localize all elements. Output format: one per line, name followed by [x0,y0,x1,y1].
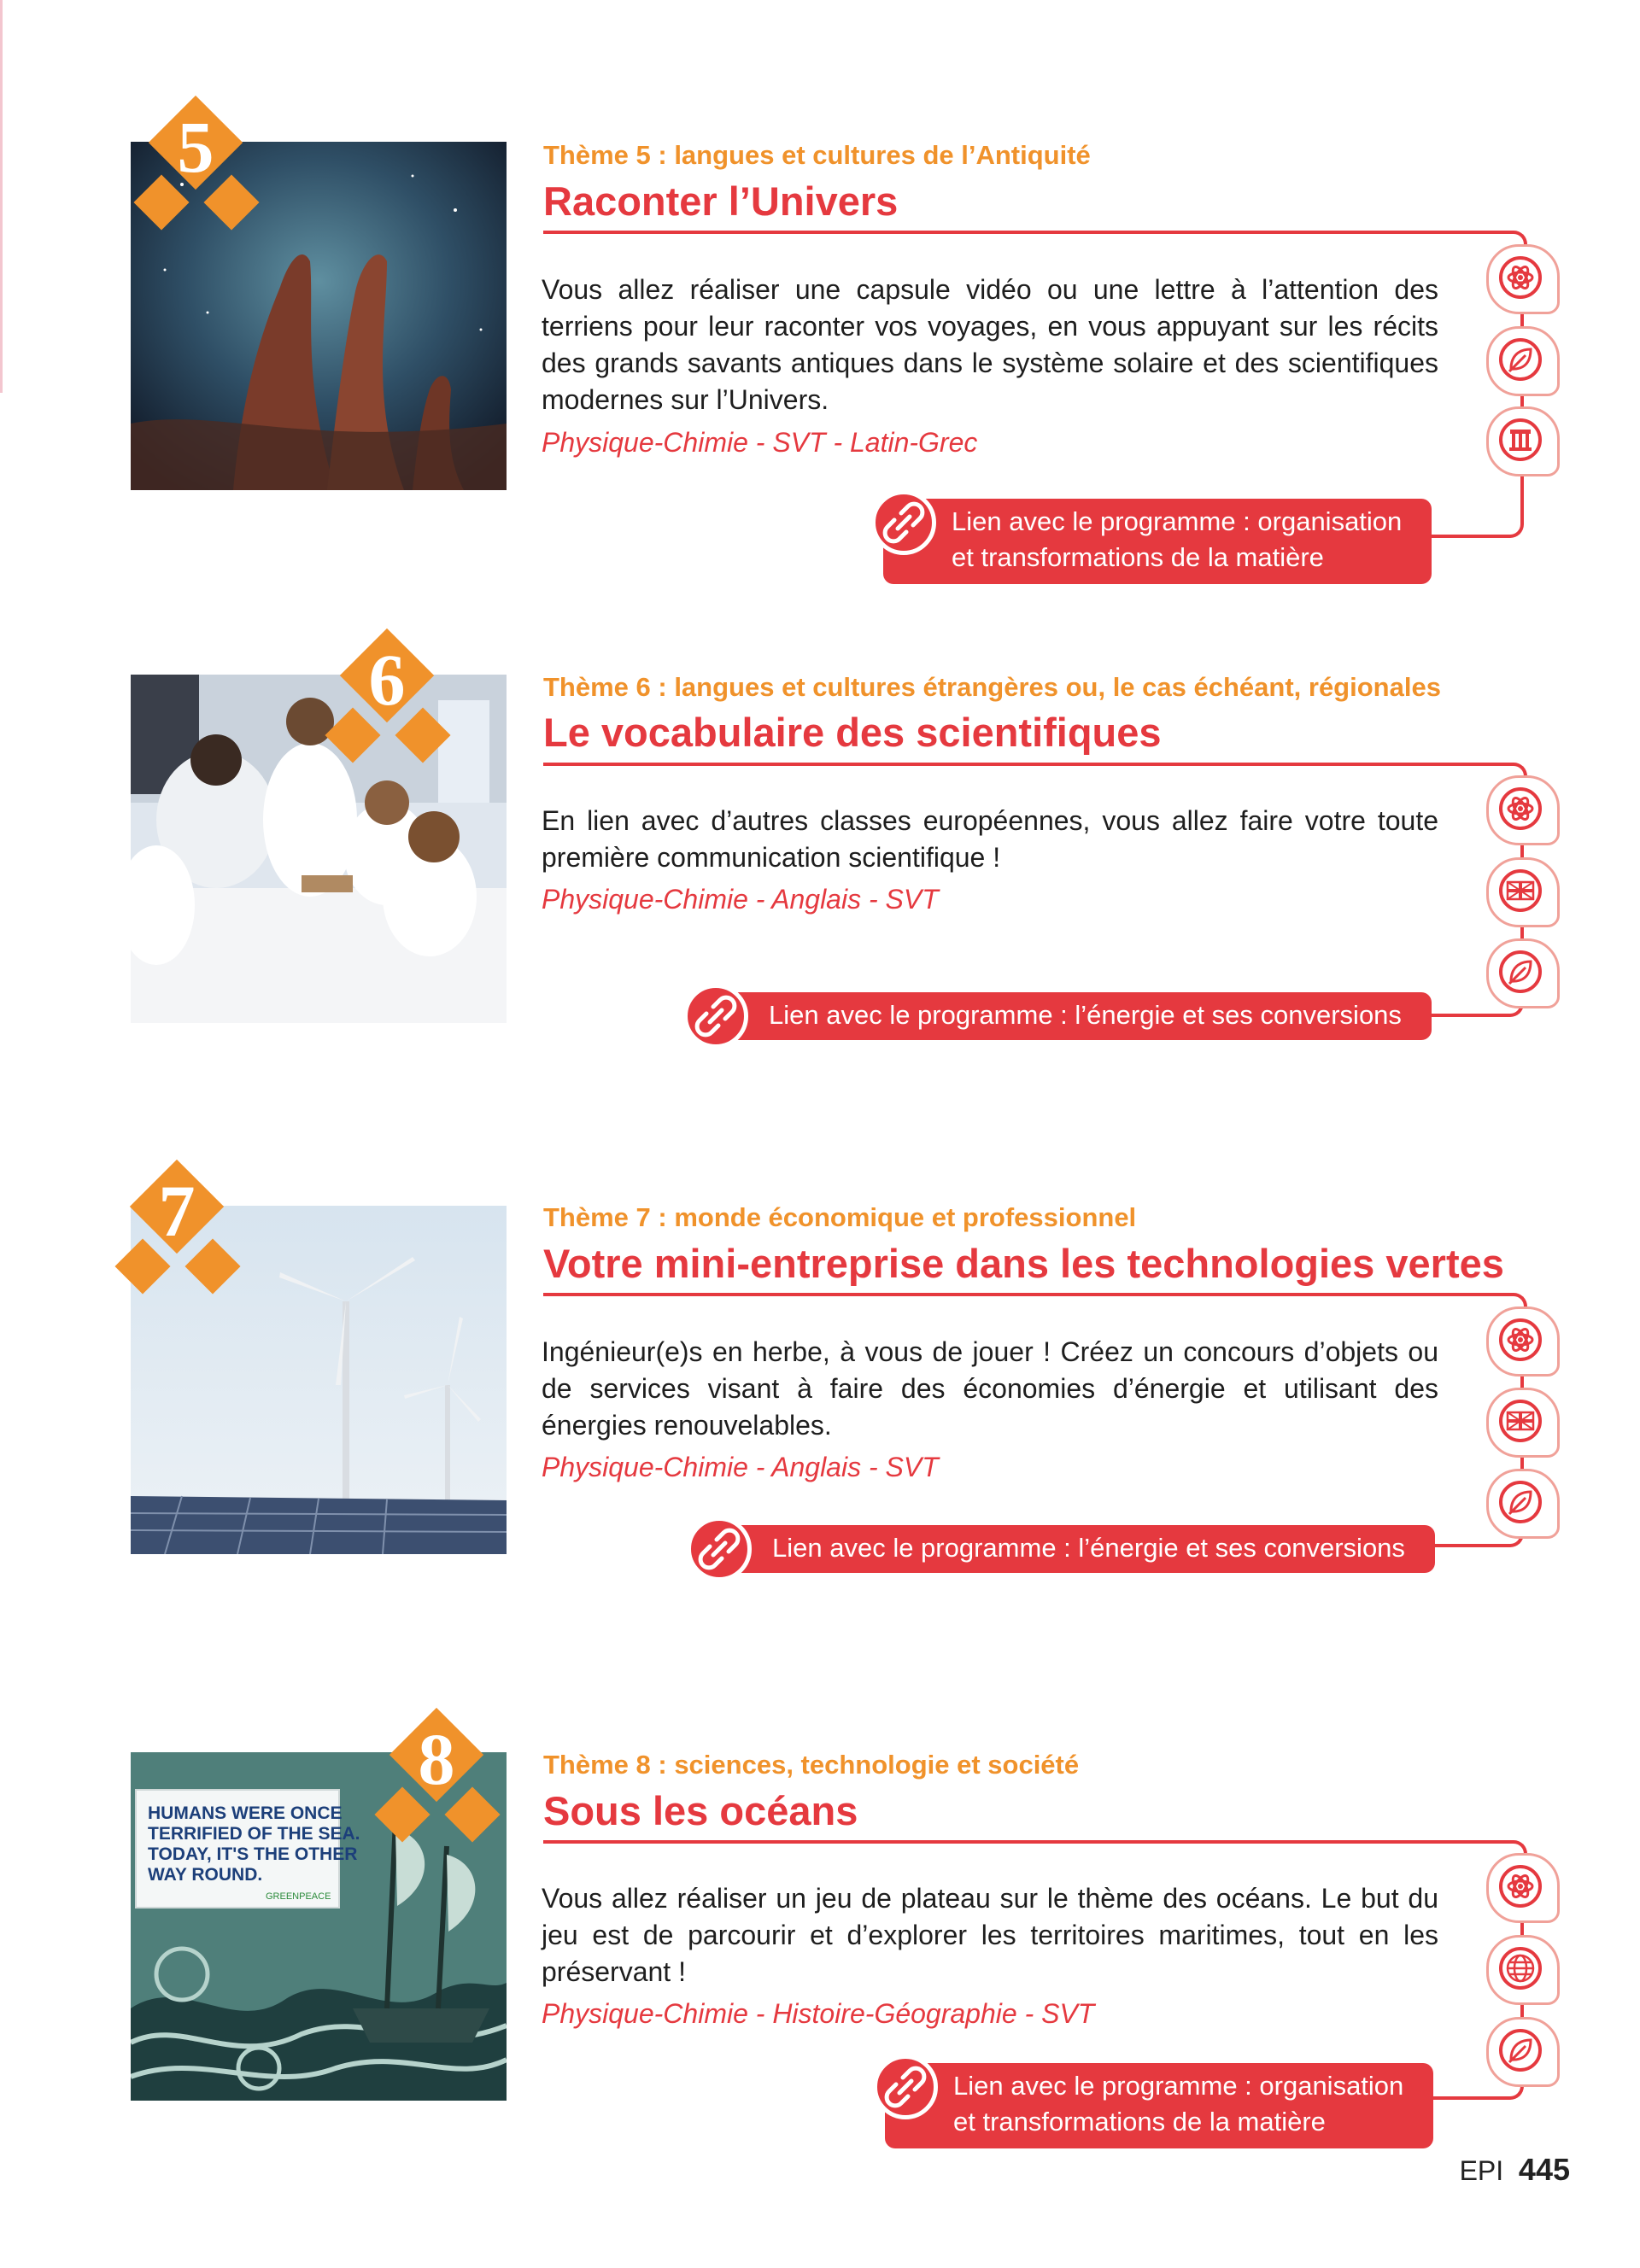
theme-label: Thème 7 : monde économique et professionnel [543,1202,1137,1232]
section-frame-line [543,1840,1527,1869]
subjects-label: Physique-Chimie - SVT - Latin-Grec [542,427,978,458]
section-title: Sous les océans [543,1788,858,1833]
section-title: Raconter l’Univers [543,178,899,224]
section-number-badge: 6 [319,634,456,770]
page-number: 445 [1518,2152,1570,2187]
column-icon [1486,406,1560,476]
poster-text-line-1: HUMANS WERE ONCE [148,1803,343,1823]
section-description: Ingénieur(e)s en herbe, à vous de jouer ! Créez un concours d’objets ou de services visant à faire des économies d’énergie et utilisant des énergies renouvelables. [542,1336,1438,1441]
theme-label: Thème 8 : sciences, technologie et société [543,1750,1080,1780]
theme-label: Thème 6 : langues et cultures étrangères ou, le cas échéant, régionales [543,672,1441,702]
poster-text-line-3: TODAY, IT'S THE OTHER [148,1844,358,1864]
footer-label: EPI [1459,2155,1504,2186]
atom-icon [1486,244,1560,314]
leaf-icon [1486,2017,1560,2087]
uk-flag-icon [1486,857,1560,927]
program-link-text-1: Lien avec le programme : l’énergie et ses conversions [772,1533,1405,1563]
globe-icon [1486,1935,1560,2005]
atom-icon [1486,775,1560,845]
program-link-box[interactable] [883,499,1432,584]
atom-icon [1486,1306,1560,1377]
link-icon [683,984,748,1049]
section-title: Le vocabulaire des scientifiques [543,710,1162,755]
link-icon [687,1517,752,1581]
leaf-icon [1486,326,1560,396]
poster-text-line-4: WAY ROUND. [148,1865,263,1885]
subjects-label: Physique-Chimie - Anglais - SVT [542,884,939,915]
uk-flag-icon [1486,1388,1560,1458]
leaf-icon [1486,938,1560,1008]
section-frame-line [543,1293,1527,1322]
subjects-label: Physique-Chimie - Histoire-Géographie - SVT [542,1998,1095,2029]
program-link-box[interactable] [704,1525,1435,1573]
link-icon [873,2055,938,2119]
subjects-label: Physique-Chimie - Anglais - SVT [542,1452,939,1482]
program-link-text-1: Lien avec le programme : organisation [953,2071,1404,2101]
section-description: Vous allez réaliser un jeu de plateau sur le thème des océans. Le but du jeu est de parcourir et d’explorer les territoires maritimes, tout en les préservant ! [542,1883,1438,1987]
program-link-box[interactable] [885,2063,1433,2148]
program-link-text-2: et transformations de la matière [952,542,1324,572]
section-description: Vous allez réaliser une capsule vidéo ou une lettre à l’attention des terriens pour leur raconter vos voyages, en vous appuyant sur les récits des grands savants antiques dans le système solaire et des scientifiques modernes sur l’Univers. [542,274,1438,415]
program-link-text-2: et transformations de la matière [953,2107,1326,2136]
section-title: Votre mini-entreprise dans les technologies vertes [543,1241,1504,1286]
atom-icon [1486,1853,1560,1923]
section-description: En lien avec d’autres classes européennes, vous allez faire votre toute première communication scientifique ! [542,805,1438,873]
greenpeace-logo: GREENPEACE [266,1891,331,1902]
section-number-badge: 5 [128,101,265,237]
program-link-text-1: Lien avec le programme : l’énergie et ses conversions [769,1000,1402,1030]
page-edge-line [0,0,3,393]
section-number-badge: 7 [109,1165,246,1301]
program-link-text-1: Lien avec le programme : organisation [952,506,1403,536]
link-icon [871,490,936,555]
poster-text-line-2: TERRIFIED OF THE SEA. [148,1824,360,1844]
program-link-box[interactable] [700,992,1432,1040]
section-frame-line [543,763,1527,792]
section-frame-line [543,231,1527,260]
section-number-badge: 8 [369,1713,506,1850]
leaf-icon [1486,1469,1560,1539]
theme-label: Thème 5 : langues et cultures de l’Antiquité [543,140,1091,170]
page-footer [1460,2152,1570,2188]
